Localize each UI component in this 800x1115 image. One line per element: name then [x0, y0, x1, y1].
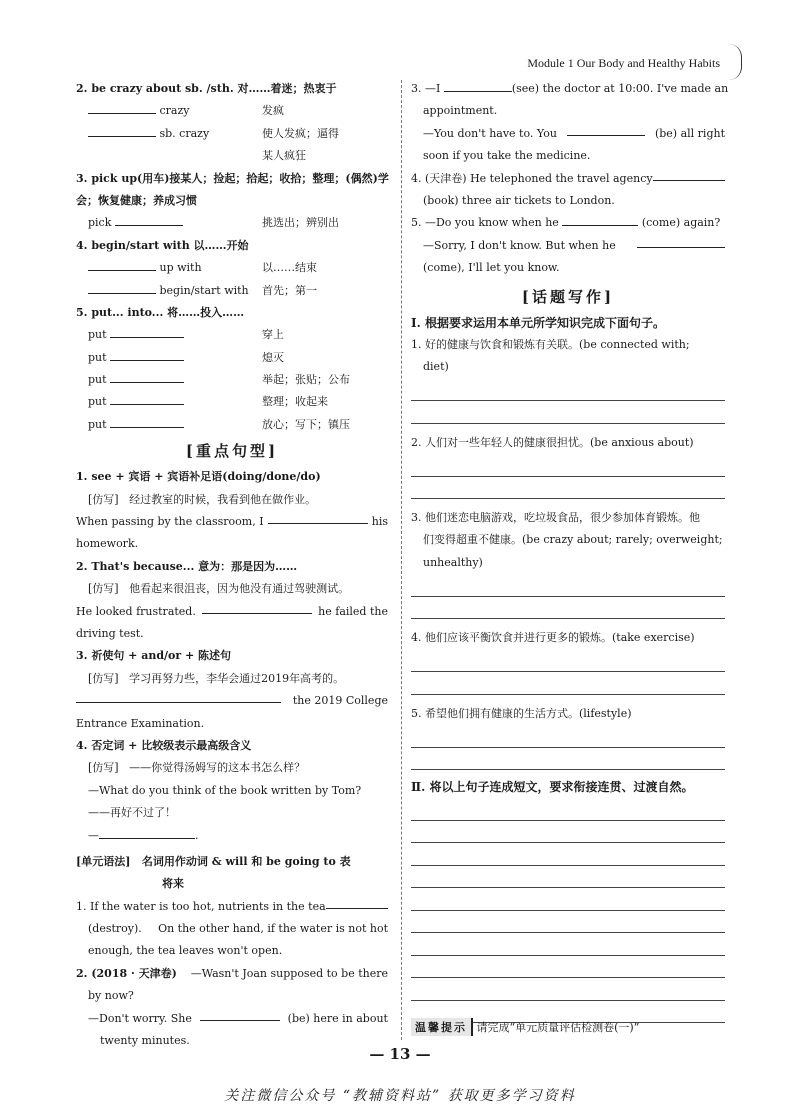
blank[interactable] — [200, 1008, 280, 1021]
reminder-tip — [411, 1018, 639, 1036]
sentence-2-title: 2. That's because... 意为：那是因为…… — [76, 559, 298, 573]
blank[interactable] — [637, 235, 725, 248]
answer-line[interactable] — [411, 672, 725, 695]
blank[interactable] — [110, 415, 184, 428]
blank[interactable] — [88, 124, 156, 137]
put-row: put 举起；张贴；公布 — [76, 369, 388, 391]
put-row: put 整理；收起来 — [76, 391, 388, 413]
blank[interactable] — [110, 348, 184, 361]
essay-line[interactable] — [411, 978, 725, 1001]
blank[interactable] — [202, 601, 312, 614]
imitate-label: [仿写] — [88, 761, 119, 775]
answer-line[interactable] — [411, 725, 725, 748]
blank[interactable] — [326, 896, 388, 909]
answer-line[interactable] — [411, 401, 725, 424]
tip-text: 请完成“单元质量评估检测卷(一)” — [476, 1021, 640, 1034]
blank[interactable] — [88, 101, 156, 114]
page-number: — 13 — — [369, 1045, 431, 1063]
phrase-text: begin/start with — [159, 283, 249, 297]
phrase-meaning: 挑选出；辨别出 — [262, 216, 339, 230]
left-column: 2. be crazy about sb. /sth. 对……着迷；热衷于 crazy 发疯 sb. crazy 使人发疯；逼得 某人疯狂 3. pick up(用车)接某人；捡起；拾起；收拾；整理；(偶然)学 会；恢复健康；养成习惯 pick 挑选出；辨别出 4. begin/start with 以……开始 up with 以……结束 begin/start with 首先；第一 5. put... into... 将……投入…… put 穿上 put 熄灭 put 举起；张贴；公布 put 整理；收起来 put 放心；写下；镇压 [重点句型] 1. see + 宾语 + 宾语补足语(doing/done/do) [仿写] 经过教室的时候，我看到他在做作业。 When passing by the classroom, I his homework. 2. That's because... 意为：那是因为…… [仿写] 他看起来很沮丧，因为他没有通过驾驶测试。 He looked frustrated. he failed the driving test. 3. 祈使句 + and/or + 陈述句 [仿写] 学习再努力些，李华会通过2019年高考的。 the 2019 College Entrance Examination. 4. 否定词 + 比较级表示最高级含义 [仿写] ——你觉得汤姆写的这本书怎么样？ —What do you think of the book written by Tom? ——再好不过了！ — . [单元语法] 名词用作动词 & will 和 be going to 表 将来 1. If the water is too hot, nutrients in the tea (destroy). On the other hand, if the water is not hot enough, the tea leaves won't open. 2. (2018 · 天津卷) —Wasn't Joan supposed to be there by now? —Don't worry. She (be) here in about twenty minutes. — [76, 78, 388, 1052]
blank[interactable] — [653, 168, 725, 181]
essay-line[interactable] — [411, 798, 725, 821]
footer-note: 关注微信公众号 “教辅资料站” 获取更多学习资料 — [224, 1088, 576, 1104]
answer-line[interactable] — [411, 477, 725, 500]
blank[interactable] — [110, 370, 184, 383]
phrase-meaning: 使人发疯；逼得 — [262, 126, 339, 140]
imitate-label: [仿写] — [88, 492, 119, 506]
blank[interactable] — [110, 392, 184, 405]
right-column: 3. —I (see) the doctor at 10:00. I've made an appointment. —You don't have to. You (be) all right soon if you take the medicine. 4. (天津卷) He telephoned the travel agency (book) three air tickets to London. 5. —Do you know when he (come) again? —Sorry, I don't know. But when he (come), I'll let you know. [话题写作] Ⅰ. 根据要求运用本单元所学知识完成下面句子。 1. 好的健康与饮食和锻炼有关联。(be connected with; diet) 2. 人们对一些年轻人的健康很担忧。(be anxious about) 3. 他们迷恋电脑游戏，吃垃圾食品，很少参加体育锻炼。他 们变得超重不健康。(be crazy about; rarely; overweight; unhealthy) 4. 他们应该平衡饮食并进行更多的锻炼。(take exercise) 5. 希望他们拥有健康的生活方式。(lifestyle) Ⅱ. 将以上句子连成短文，要求衔接连贯、过渡自然。 — [411, 78, 725, 1023]
phrase-2-title: 2. be crazy about sb. /sth. 对……着迷；热衷于 — [76, 82, 337, 95]
imitate-label: [仿写] — [88, 582, 119, 596]
blank[interactable] — [444, 79, 512, 92]
blank[interactable] — [115, 213, 183, 226]
grammar-label: [单元语法] — [76, 854, 131, 868]
writing-task-2-title: Ⅱ. 将以上句子连成短文，要求衔接连贯、过渡自然。 — [411, 780, 694, 795]
phrase-3-title: 3. pick up(用车)接某人；捡起；拾起；收拾；整理；(偶然)学 — [76, 171, 389, 185]
tip-label: 温馨提示 — [411, 1018, 473, 1036]
blank[interactable] — [76, 690, 281, 703]
phrase-meaning: 首先；第一 — [262, 283, 317, 297]
essay-line[interactable] — [411, 866, 725, 889]
answer-line[interactable] — [411, 597, 725, 620]
phrase-3-title-cont: 会；恢复健康；养成习惯 — [76, 193, 197, 207]
section-title-key-sentences: [重点句型] — [185, 442, 279, 461]
essay-line[interactable] — [411, 821, 725, 844]
essay-line[interactable] — [411, 956, 725, 979]
blank[interactable] — [99, 826, 195, 839]
decorative-bracket — [729, 44, 742, 80]
imitate-label: [仿写] — [88, 671, 119, 685]
essay-line[interactable] — [411, 933, 725, 956]
answer-line[interactable] — [411, 748, 725, 771]
sentence-3-title: 3. 祈使句 + and/or + 陈述句 — [76, 649, 232, 663]
section-title-topic-writing: [话题写作] — [521, 287, 615, 306]
sentence-1-title: 1. see + 宾语 + 宾语补足语(doing/done/do) — [76, 470, 321, 484]
phrase-meaning: 某人疯狂 — [262, 149, 306, 163]
phrase-text: up with — [159, 261, 202, 275]
blank[interactable] — [110, 325, 184, 338]
put-row: put 熄灭 — [76, 347, 388, 369]
sentence-4-title: 4. 否定词 + 比较级表示最高级含义 — [76, 738, 252, 752]
blank[interactable] — [268, 511, 368, 524]
phrase-5-title: 5. put... into... 将……投入…… — [76, 305, 245, 319]
blank[interactable] — [88, 258, 156, 271]
put-row: put 穿上 — [76, 324, 388, 346]
phrase-4-title: 4. begin/start with 以……开始 — [76, 238, 249, 252]
phrase-meaning: 发疯 — [262, 104, 284, 118]
answer-line[interactable] — [411, 379, 725, 402]
essay-line[interactable] — [411, 911, 725, 934]
blank[interactable] — [88, 281, 156, 294]
phrase-text: crazy — [159, 104, 190, 118]
essay-line[interactable] — [411, 843, 725, 866]
answer-line[interactable] — [411, 454, 725, 477]
writing-task-1-title: Ⅰ. 根据要求运用本单元所学知识完成下面句子。 — [411, 315, 665, 330]
running-header: Module 1 Our Body and Healthy Habits — [527, 56, 720, 70]
essay-line[interactable] — [411, 888, 725, 911]
put-row: put 放心；写下；镇压 — [76, 414, 388, 436]
column-divider — [401, 80, 402, 1040]
answer-line[interactable] — [411, 574, 725, 597]
phrase-text: sb. crazy — [159, 126, 210, 140]
blank[interactable] — [562, 213, 638, 226]
blank[interactable] — [567, 123, 645, 136]
answer-line[interactable] — [411, 650, 725, 673]
phrase-meaning: 以……结束 — [262, 261, 317, 275]
phrase-text: pick — [88, 216, 112, 230]
